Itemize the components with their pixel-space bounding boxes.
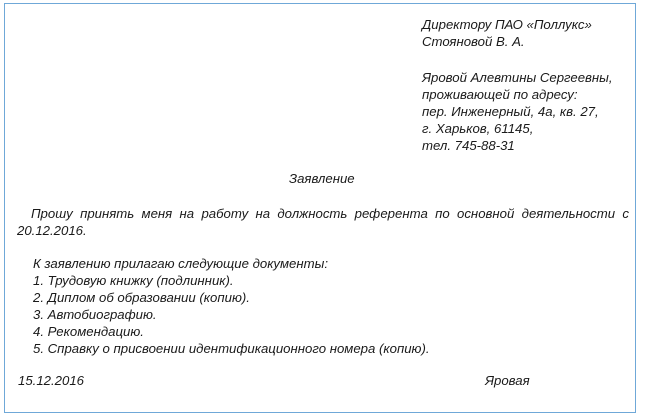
attachments-intro: К заявлению прилагаю следующие документы: [33, 256, 329, 271]
attachment-item: 4. Рекомендацию. [33, 324, 144, 339]
attachment-item: 5. Справку о присвоении идентификационного номера (копию). [33, 341, 430, 356]
attachment-item: 2. Диплом об образовании (копию). [33, 290, 250, 305]
recipient-name: Стояновой В. А. [422, 34, 525, 49]
sender-name: Яровой Алевтины Сергеевны, [422, 70, 613, 85]
sender-street: пер. Инженерный, 4а, кв. 27, [422, 104, 599, 119]
sender-city: г. Харьков, 61145, [422, 121, 534, 136]
document-title: Заявление [289, 171, 355, 186]
request-paragraph: Прошу принять меня на работу на должность референта по основной деятельности с 20.12.2016. [17, 206, 629, 238]
signature: Яровая [485, 373, 530, 388]
recipient-position: Директору ПАО «Поллукс» [422, 17, 592, 32]
attachment-item: 3. Автобиографию. [33, 307, 157, 322]
document-date: 15.12.2016 [18, 373, 85, 388]
attachment-item: 1. Трудовую книжку (подлинник). [33, 273, 234, 288]
sender-phone: тел. 745-88-31 [422, 138, 515, 153]
sender-residing-label: проживающей по адресу: [422, 87, 578, 102]
